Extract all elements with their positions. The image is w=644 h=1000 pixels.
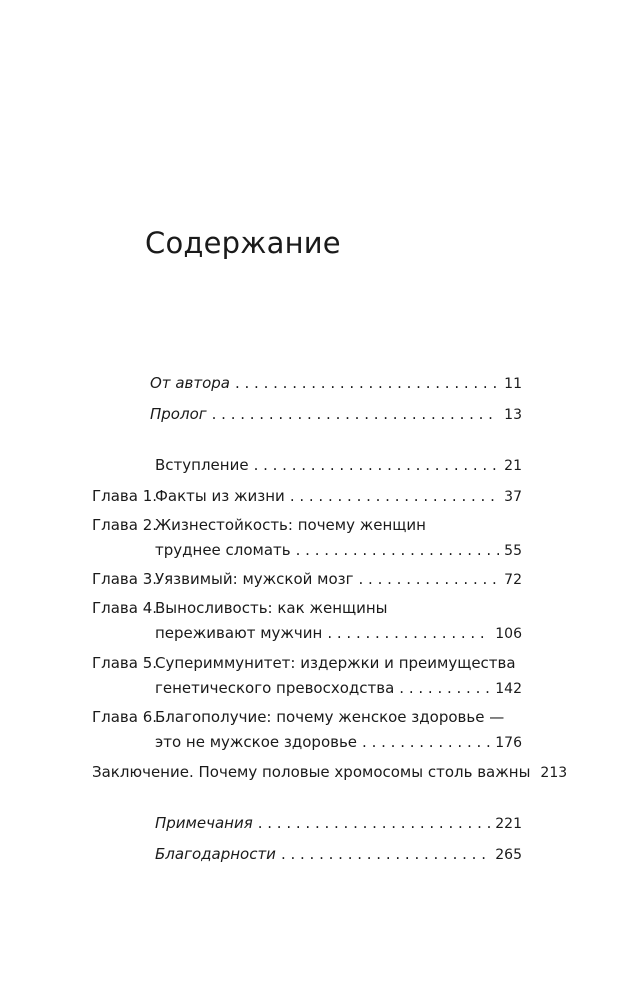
toc-leader-dots xyxy=(235,372,499,394)
toc-page-number: 55 xyxy=(504,543,522,559)
toc-entry-label-line2: это не мужское здоровье xyxy=(155,733,358,751)
toc-page-number: 11 xyxy=(504,376,522,392)
toc-entry-acknowledgments[interactable] xyxy=(0,843,644,865)
toc-entry-chapter-2[interactable] xyxy=(0,514,644,536)
toc-entry-chapter-6-cont[interactable] xyxy=(0,731,644,753)
toc-entry-label-line2: переживают мужчин xyxy=(155,624,323,642)
toc-leader-dots xyxy=(362,731,490,753)
toc-entry-label: Уязвимый: мужской мозг xyxy=(155,570,354,588)
toc-page-number: 13 xyxy=(504,407,522,423)
toc-entry-introduction[interactable] xyxy=(0,454,644,476)
page-title: Содержание xyxy=(145,226,341,260)
toc-entry-label: Пролог xyxy=(150,405,207,423)
toc-entry-label: Заключение. Почему половые хромосомы столь важны xyxy=(92,763,531,781)
toc-leader-dots xyxy=(296,539,500,561)
toc-entry-chapter-4[interactable] xyxy=(0,597,644,619)
toc-leader-dots xyxy=(212,403,500,425)
toc-entry-notes[interactable] xyxy=(0,812,644,834)
toc-page-number: 37 xyxy=(504,489,522,505)
toc-entry-label-line1: Выносливость: как женщины xyxy=(155,599,388,617)
chapter-prefix: Глава 2. xyxy=(92,516,158,534)
toc-page-number: 213 xyxy=(540,765,568,781)
toc-entry-label-line2: генетического превосходства xyxy=(155,679,395,697)
toc-entry-chapter-3[interactable] xyxy=(0,568,644,590)
toc-entry-conclusion[interactable] xyxy=(0,761,644,783)
chapter-prefix: Глава 1. xyxy=(92,487,158,505)
toc-leader-dots xyxy=(254,454,500,476)
toc-leader-dots xyxy=(290,485,499,507)
toc-leader-dots xyxy=(359,568,500,590)
toc-entry-label: Вступление xyxy=(155,456,249,474)
chapter-prefix: Глава 5. xyxy=(92,654,158,672)
toc-entry-label: Благодарности xyxy=(155,845,276,863)
toc-entry-label-line1: Супериммунитет: издержки и преимущества xyxy=(155,654,516,672)
toc-entry-label: Примечания xyxy=(155,814,253,832)
toc-entry-label: Факты из жизни xyxy=(155,487,285,505)
toc-page-number: 265 xyxy=(495,847,522,863)
toc-page-number: 106 xyxy=(495,626,522,642)
toc-entry-label-line1: Благополучие: почему женское здоровье — xyxy=(155,708,505,726)
toc-entry-chapter-5-cont[interactable] xyxy=(0,677,644,699)
toc-entry-chapter-1[interactable] xyxy=(0,485,644,507)
toc-entry-prologue[interactable] xyxy=(0,403,644,425)
toc-entry-chapter-5[interactable] xyxy=(0,652,644,674)
toc-page-number: 176 xyxy=(495,735,522,751)
toc-leader-dots xyxy=(258,812,491,834)
toc-page-number: 21 xyxy=(504,458,522,474)
chapter-prefix: Глава 6. xyxy=(92,708,158,726)
toc-leader-dots xyxy=(327,622,490,644)
toc-page-number: 72 xyxy=(504,572,522,588)
toc-entry-label: От автора xyxy=(150,374,230,392)
toc-entry-label-line1: Жизнестойкость: почему женщин xyxy=(155,516,426,534)
toc-entry-chapter-4-cont[interactable] xyxy=(0,622,644,644)
toc-page-number: 221 xyxy=(495,816,522,832)
toc-page-number: 142 xyxy=(495,681,522,697)
toc-entry-from-author[interactable] xyxy=(0,372,644,394)
toc-leader-dots xyxy=(281,843,490,865)
toc-entry-label-line2: труднее сломать xyxy=(155,541,291,559)
chapter-prefix: Глава 4. xyxy=(92,599,158,617)
toc-entry-chapter-2-cont[interactable] xyxy=(0,539,644,561)
chapter-prefix: Глава 3. xyxy=(92,570,158,588)
toc-leader-dots xyxy=(399,677,490,699)
toc-entry-chapter-6[interactable] xyxy=(0,706,644,728)
